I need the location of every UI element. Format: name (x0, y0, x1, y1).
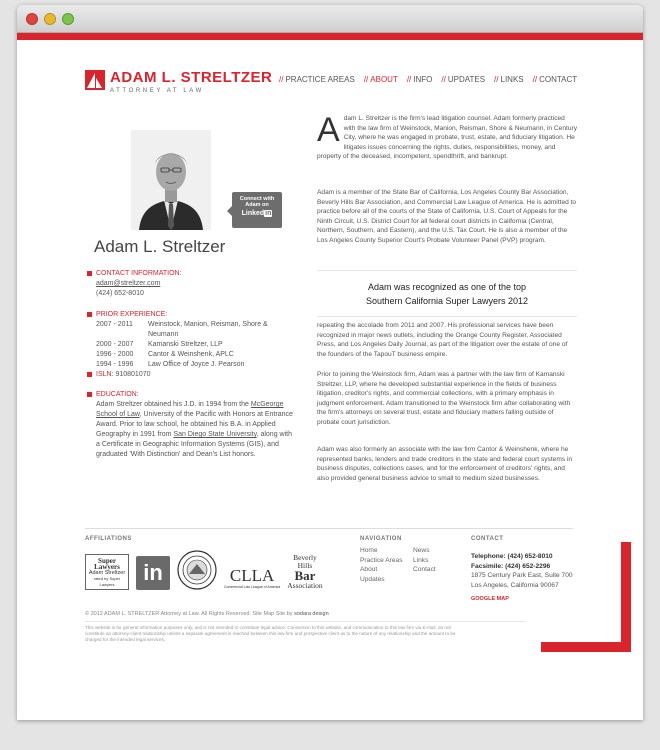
education-text-2: , University of the Pacific with Honors at Entrance Award. Prior to law school, he obtained his B.A. in Applied Geography in 1991 from (96, 411, 293, 438)
linkedin-logo[interactable]: in (136, 556, 170, 590)
bio-paragraph-4: Prior to joining the Weinstock firm, Adam was a partner with the law firm of Kamanski Streltzer, LLP, where he developed substantial experience in the fields of business litigation, creditor's rights, and commercial collections, with a primary emphasis in judgment enforcement. Adam transitioned to the Weinstock firm after collaborating with the firm's attorneys on several trust, estate and fiduciary matters falling outside of probate court jurisdiction. (317, 371, 571, 426)
super-lawyers-name: Adam Streltzer (88, 570, 126, 576)
experience-firm: Cantor & Weinshenk, APLC (148, 351, 234, 358)
nav-separator: // (406, 75, 412, 84)
nav-separator: // (363, 75, 369, 84)
contact-info-heading: CONTACT INFORMATION: (87, 269, 297, 279)
clla-logo[interactable] (224, 567, 280, 590)
copyright-line: © 2012 ADAM L. STRELTZER Attorney at Law. All Rights Reserved. Site Map Site by (85, 611, 293, 617)
footer-divider (85, 528, 573, 529)
experience-list (87, 320, 297, 370)
quote-line-1: Adam was recognized as one of the top (367, 282, 527, 292)
nav-item-label: ABOUT (370, 75, 398, 84)
address-line-1: 1875 Century Park East, Suite 700 (471, 572, 573, 579)
bhba-line-4: Association (287, 581, 323, 590)
contact-heading: CONTACT (471, 536, 504, 542)
footer-telephone: Telephone: (424) 652-8010 (471, 553, 553, 560)
nav-item-info[interactable] (407, 75, 433, 84)
nav-separator: // (532, 75, 538, 84)
footer-nav-column-1 (360, 546, 403, 584)
super-lawyers-sub: rated by Super Lawyers (93, 576, 121, 587)
linkedin-icon (242, 211, 273, 217)
bio-paragraph-2: Adam is a member of the State Bar of California, Los Angeles County Bar Association, Beverly Hills Bar Association, and Commercial Law League of America. He is admitted to practice before all of the courts of the State of California, U.S. Court of Appeals for the Ninth Circuit, U.S. District Court for all federal court districts in California (Central, Northern, Southern, and Eastern), and the U.S. Tax Court. He is also a member of the Los Angeles County Superior Court's Probate Volunteer Panel (PVP) program. (317, 189, 577, 244)
nav-item-links[interactable] (494, 75, 524, 84)
top-accent-bar (17, 33, 643, 40)
bio-paragraph-1: dam L. Streltzer is the firm's lead litigation counsel. Adam formerly practiced with the law firm of Weinstock, Manion, Reisman, Shore & Neumann, in Century City, where he was engaged in probate, trust, estate, and fiduciary litigation. He litigates issues concerning the rights, duties, responsibilities, money, and property of the deceased, incompetent, spendthrift, and bankrupt. (317, 115, 578, 161)
beverly-hills-bar-logo[interactable] (287, 554, 322, 590)
experience-years: 1996 - 2000 (96, 351, 134, 358)
experience-years: 2000 - 2007 (96, 341, 134, 348)
experience-years: 1994 - 1996 (96, 361, 134, 368)
super-lawyers-quote (317, 270, 577, 317)
bio-paragraph-5: Adam was also formerly an associate with the law firm Cantor & Weinshenk, where he represented banks, lenders and trade creditors in the state and federal court systems in business disputes, collections cases, and for the enforcement of creditors' rights, and also provided general business advice to small to medium sized businesses. (317, 446, 573, 482)
title-bar (17, 5, 643, 33)
affiliations-heading: AFFILIATIONS (85, 536, 132, 542)
education-section (87, 390, 297, 460)
nav-item-label: UPDATES (447, 75, 486, 84)
nav-item-label: LINKS (500, 75, 524, 84)
experience-firm: Law Office of Joyce J. Pearson (148, 361, 245, 368)
legal-disclaimer: This website is for general information purposes only, and is not intended to constitute legal advice. Connection to this website, and communication to this law firm via E-mail, do not constitute an attorney-client relationship unless a separate agreement is reached between this law firm and prospective client as to the nature of any relationship and the amount to be charged for the intended legal services. (85, 625, 456, 642)
nav-item-contact[interactable] (533, 75, 578, 84)
copyright-text (85, 611, 329, 617)
linkedin-badge-line1: Connect with (239, 196, 275, 202)
experience-row (96, 340, 297, 350)
footer-nav-home[interactable]: Home (360, 547, 378, 554)
linkedin-brand-in: in (265, 210, 272, 217)
footer-nav-news[interactable]: News (413, 547, 430, 554)
footer-accent-horizontal (541, 642, 631, 652)
main-navigation (279, 75, 586, 84)
nav-separator: // (279, 75, 284, 84)
experience-row (96, 360, 297, 370)
experience-section (87, 310, 297, 370)
super-lawyers-logo[interactable] (85, 554, 129, 590)
experience-heading: PRIOR EXPERIENCE: (87, 310, 297, 320)
browser-window (17, 5, 643, 720)
experience-row (96, 320, 297, 340)
footer-nav-contact[interactable]: Contact (413, 566, 436, 573)
maximize-window-button[interactable] (62, 13, 74, 25)
quote-line-2: Southern California Super Lawyers 2012 (365, 296, 529, 306)
bhba-line-2: Hills (297, 561, 313, 570)
footer-accent-vertical (621, 542, 631, 652)
super-lawyers-title: Super Lawyers (94, 557, 120, 571)
bhba-line-3: Bar (294, 568, 316, 583)
nav-separator: // (494, 75, 499, 84)
footer-facsimile: Facsimile: (424) 652-2296 (471, 562, 551, 570)
logo-name: ADAM L. STRELTZER (110, 69, 273, 86)
clla-sub: Commercial Law League of America (224, 585, 281, 589)
page-content (17, 40, 643, 720)
footer-contact (471, 552, 573, 605)
isln-section (87, 370, 297, 380)
sdsu-link[interactable]: San Diego State University (173, 431, 257, 438)
education-text (87, 400, 297, 460)
email-link[interactable]: adam@streltzer.com (96, 280, 161, 287)
mcgeorge-link[interactable]: McGeorge School of Law (96, 401, 284, 418)
linkedin-badge-line2: Adam on (245, 202, 269, 208)
state-bar-seal-icon[interactable] (177, 550, 217, 590)
bio-intro (317, 111, 578, 162)
isln-value: 910801070 (115, 371, 151, 378)
disclaimer-divider (85, 621, 525, 622)
footer-nav-about[interactable]: About (360, 566, 378, 573)
footer-nav-links[interactable]: Links (413, 556, 429, 564)
nav-item-about[interactable] (364, 75, 398, 84)
nav-item-practice-areas[interactable] (279, 75, 355, 84)
nav-item-label: INFO (413, 75, 433, 84)
education-text-3: , along with a Certificate in Geographic Information Systems (GIS), and graduated 'With Distinction' and Dean's List honors. (96, 431, 292, 458)
nav-item-updates[interactable] (441, 75, 485, 84)
bio-paragraph-3: repeating the accolade from 2011 and 2007. His professional services have been recognized in major news outlets, including the Orange County Register, Associated Press, and Los Angeles Daily Journal, as part of the litigation over the estate of one of the founders of the TapouT business empire. (317, 322, 568, 358)
affiliations-logos (85, 550, 323, 590)
nav-item-label: PRACTICE AREAS (285, 75, 355, 84)
footer-nav-practice-areas[interactable]: Practice Areas (360, 556, 403, 564)
nav-item-label: CONTACT (539, 75, 578, 84)
attorney-photo (131, 130, 211, 230)
linkedin-connect-button[interactable] (232, 192, 282, 228)
site-by-link[interactable]: sodara design (294, 611, 329, 617)
clla-title: CLLA (229, 566, 275, 585)
phone-number: (424) 652-8010 (96, 290, 144, 297)
site-logo[interactable] (85, 70, 272, 94)
footer-nav-updates[interactable]: Updates (360, 575, 385, 583)
education-heading: EDUCATION: (87, 390, 297, 400)
experience-firm: Weinstock, Manion, Reisman, Shore & Neumann (148, 321, 268, 338)
isln-heading: ISLN: (96, 371, 114, 378)
address-line-2: Los Angeles, California 90067 (471, 581, 559, 589)
logo-mark-icon (85, 70, 105, 90)
experience-years: 2007 - 2011 (96, 321, 133, 328)
navigation-heading: NAVIGATION (360, 536, 402, 542)
footer-nav-column-2 (413, 546, 436, 575)
person-name: Adam L. Streltzer (94, 237, 226, 256)
bhba-line-1: Beverly (293, 553, 317, 562)
nav-separator: // (441, 75, 446, 84)
linkedin-brand: Linked (241, 210, 265, 217)
close-window-button[interactable] (26, 13, 38, 25)
isln-row (87, 370, 297, 380)
experience-row (96, 350, 297, 360)
google-map-link[interactable]: GOOGLE MAP (471, 596, 509, 602)
minimize-window-button[interactable] (44, 13, 56, 25)
education-text-1: Adam Streltzer obtained his J.D. in 1994 from the (96, 401, 251, 408)
logo-tagline: ATTORNEY AT LAW (110, 88, 204, 94)
contact-info-section (87, 269, 297, 299)
experience-firm: Kamanski Streltzer, LLP (148, 341, 223, 348)
drop-cap: A (317, 111, 340, 149)
